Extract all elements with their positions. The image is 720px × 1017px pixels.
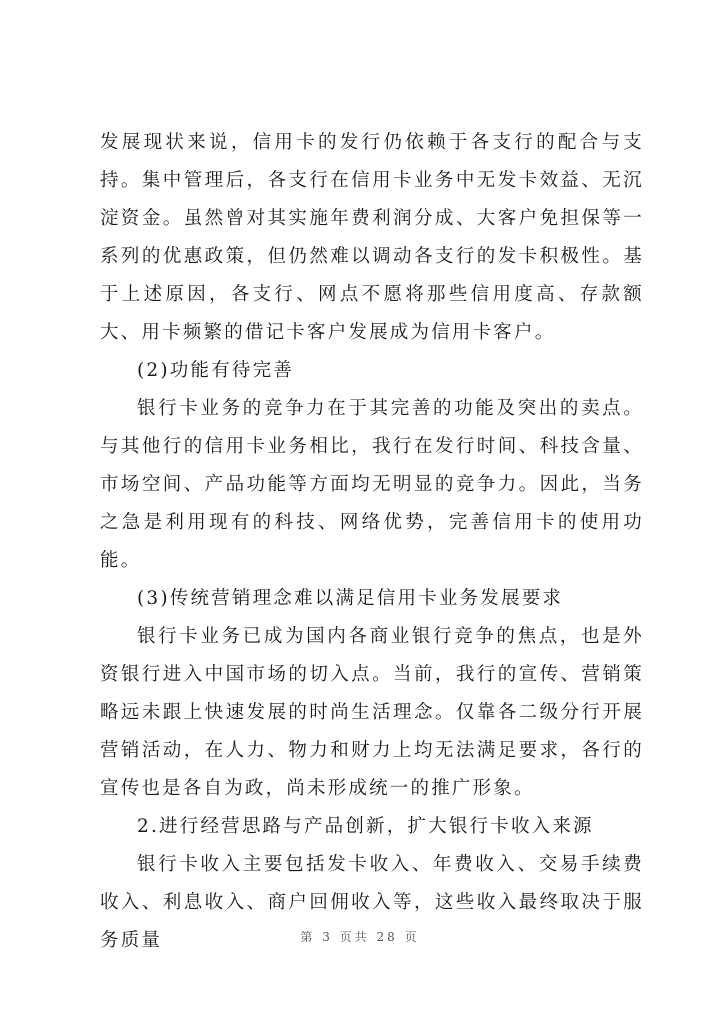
section-heading-marketing: (3)传统营销理念难以满足信用卡业务发展要求	[137, 588, 564, 609]
footer-middle: 页共	[339, 930, 370, 944]
paragraph-continued: 发展现状来说，信用卡的发行仍依赖于各支行的配合与支持。集中管理后，各支行在信用卡业务中无发卡效益、无沉淀资金。虽然曾对其实施年费利润分成、大客户免担保等一系列的优惠政策，但仍然难以调动各支行的发卡积极性。基于上述原因，各支行、网点不愿将那些信用度高、存款额大、用卡频繁的借记卡客户发展成为信用卡客户。	[100, 132, 644, 343]
section-heading-innovation: 2.进行经营思路与产品创新，扩大银行卡收入来源	[137, 816, 594, 837]
page-body	[100, 124, 644, 960]
paragraph-marketing: 银行卡业务已成为国内各商业银行竞争的焦点，也是外资银行进入中国市场的切入点。当前，我行的宣传、营销策略远未跟上快速发展的时尚生活理念。仅靠各二级分行开展营销活动，在人力、物力和财力上均无法满足要求，各行的宣传也是各自为政，尚未形成统一的推广形象。	[100, 626, 644, 799]
footer-prefix: 第	[300, 930, 316, 944]
section-heading-functions: (2)功能有待完善	[137, 360, 295, 381]
page-footer	[0, 928, 720, 945]
footer-total-pages: 28	[376, 930, 398, 944]
footer-suffix: 页	[404, 930, 420, 944]
footer-current-page: 3	[322, 930, 333, 944]
paragraph-functions: 银行卡业务的竞争力在于其完善的功能及突出的卖点。与其他行的信用卡业务相比，我行在发行时间、科技含量、市场空间、产品功能等方面均无明显的竞争力。因此，当务之急是利用现有的科技、网络优势，完善信用卡的使用功能。	[100, 398, 644, 571]
paragraph-income: 银行卡收入主要包括发卡收入、年费收入、交易手续费收入、利息收入、商户回佣收入等，这些收入最终取决于服务质量	[100, 854, 644, 951]
